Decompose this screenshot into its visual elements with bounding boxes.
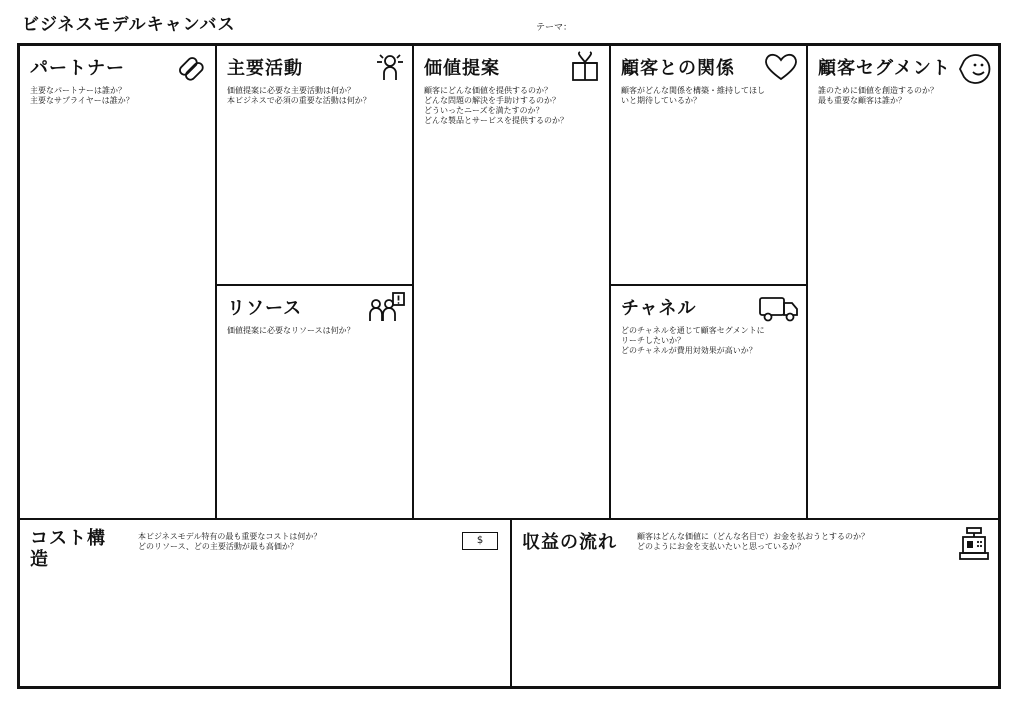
cost-desc: 本ビジネスモデル特有の最も重要なコストは何か？ どのリソース、どの主要活動が最も高価か？ [138, 532, 322, 551]
truck-icon [758, 294, 800, 324]
resources-desc: 価値提案に必要なリソースは何か？ [227, 326, 355, 335]
activities-block[interactable] [217, 46, 414, 286]
relationships-desc: 顧客がどんな関係を構築・維持してほし いと期待しているか？ [621, 86, 765, 105]
channels-block[interactable] [611, 286, 808, 520]
gift-icon [569, 51, 601, 83]
activities-desc: 価値提案に必要な主要活動は何か？ 本ビジネスで必須の重要な活動は何か？ [227, 86, 371, 105]
revenue-block[interactable] [512, 520, 998, 686]
segments-block[interactable] [808, 46, 998, 520]
value-title: 価値提案 [424, 58, 500, 79]
cost-title: コスト構 造 [30, 528, 106, 570]
activities-title: 主要活動 [227, 58, 303, 79]
cash-register-icon [958, 526, 990, 562]
theme-label: テーマ： [536, 23, 573, 33]
link-icon [175, 54, 207, 84]
channels-title: チャネル [621, 298, 697, 319]
page-title: ビジネスモデルキャンバス [22, 15, 236, 35]
resources-title: リソース [227, 298, 303, 319]
relationships-block[interactable] [611, 46, 808, 286]
segments-title: 顧客セグメント [818, 58, 951, 79]
partners-title: パートナー [30, 58, 125, 79]
partners-desc: 主要なパートナーは誰か？ 主要なサプライヤーは誰か？ [30, 86, 134, 105]
relationships-title: 顧客との関係 [621, 58, 735, 79]
people-icon [367, 292, 407, 322]
cost-block[interactable] [20, 520, 512, 686]
value-block[interactable] [414, 46, 611, 520]
smiley-icon [958, 52, 994, 86]
heart-icon [763, 52, 799, 82]
dollar-bill-icon: $ [462, 532, 498, 550]
segments-desc: 誰のために価値を創造するのか？ 最も重要な顧客は誰か？ [818, 86, 938, 105]
business-model-canvas [17, 43, 1001, 689]
revenue-desc: 顧客はどんな価値に（どんな名目で）お金を払おうとするのか？ どのようにお金を支払いたいと思っているか？ [637, 532, 869, 551]
partners-block[interactable] [20, 46, 217, 520]
value-desc: 顧客にどんな価値を提供するのか？ どんな問題の解決を手助けするのか？ どういったニーズを満たすのか？ どんな製品とサービスを提供するのか？ [424, 86, 568, 125]
person-idea-icon [372, 52, 408, 82]
revenue-title: 収益の流れ [522, 532, 617, 553]
channels-desc: どのチャネルを通じて顧客セグメントに リーチしたいか？ どのチャネルが費用対効果が高いか？ [621, 326, 765, 355]
resources-block[interactable] [217, 286, 414, 520]
